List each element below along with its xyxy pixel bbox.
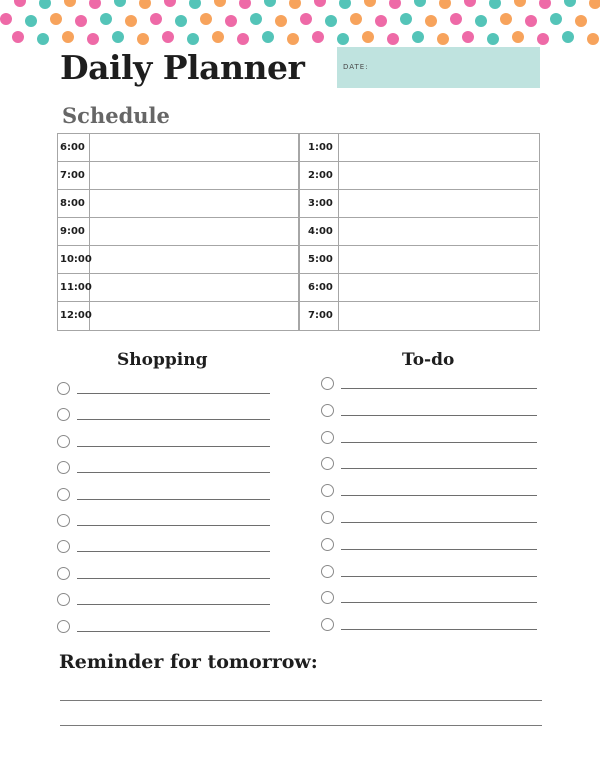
schedule-entry-field[interactable] — [90, 274, 300, 301]
write-in-line[interactable] — [341, 388, 537, 389]
confetti-dot — [387, 33, 399, 45]
checkbox-circle[interactable] — [57, 408, 70, 421]
schedule-morning-column — [58, 134, 300, 330]
confetti-dot — [162, 31, 174, 43]
schedule-row — [300, 246, 538, 274]
confetti-dot — [0, 13, 12, 25]
checkbox-circle[interactable] — [321, 591, 334, 604]
schedule-row — [58, 162, 300, 190]
checkbox-circle[interactable] — [57, 620, 70, 633]
schedule-time-label: 5:00 — [300, 246, 339, 273]
write-in-line[interactable] — [341, 549, 537, 550]
confetti-dot — [525, 15, 537, 27]
confetti-dot — [589, 0, 600, 9]
todo-list — [321, 377, 537, 632]
checkbox-circle[interactable] — [321, 457, 334, 470]
schedule-entry-field[interactable] — [90, 190, 300, 217]
checklist-item — [57, 435, 270, 449]
confetti-dot — [587, 33, 599, 45]
schedule-entry-field[interactable] — [90, 162, 300, 189]
write-in-line[interactable] — [341, 442, 537, 443]
confetti-dot — [64, 0, 76, 7]
shopping-list — [57, 382, 270, 632]
checklist-item — [321, 457, 537, 471]
checklist-item — [321, 618, 537, 632]
checklist-item — [321, 377, 537, 391]
confetti-dot — [12, 31, 24, 43]
schedule-time-label: 2:00 — [300, 162, 339, 189]
schedule-time-label: 6:00 — [58, 134, 90, 161]
checklist-item — [321, 538, 537, 552]
schedule-entry-field[interactable] — [90, 218, 300, 245]
schedule-row — [300, 218, 538, 246]
schedule-entry-field[interactable] — [90, 302, 300, 330]
confetti-dot — [212, 31, 224, 43]
confetti-dot — [14, 0, 26, 7]
confetti-dot — [112, 31, 124, 43]
confetti-dot — [412, 31, 424, 43]
checkbox-circle[interactable] — [321, 538, 334, 551]
schedule-row — [300, 134, 538, 162]
confetti-dot — [312, 31, 324, 43]
schedule-row — [58, 134, 300, 162]
confetti-dot — [389, 0, 401, 9]
reminder-write-line[interactable] — [60, 700, 542, 701]
checklist-item — [321, 591, 537, 605]
confetti-dot — [239, 0, 251, 9]
checklist-item — [57, 488, 270, 502]
schedule-row — [300, 302, 538, 330]
schedule-entry-field[interactable] — [90, 134, 300, 161]
write-in-line[interactable] — [77, 419, 270, 420]
schedule-afternoon-column — [300, 134, 538, 330]
checkbox-circle[interactable] — [321, 511, 334, 524]
schedule-row — [300, 190, 538, 218]
confetti-dot — [414, 0, 426, 7]
checkbox-circle[interactable] — [321, 404, 334, 417]
confetti-dot — [364, 0, 376, 7]
schedule-heading: Schedule — [62, 103, 170, 128]
confetti-dot — [237, 33, 249, 45]
checklist-item — [57, 593, 270, 607]
schedule-row — [58, 302, 300, 330]
confetti-dots-border — [0, 0, 600, 45]
confetti-dot — [450, 13, 462, 25]
confetti-dot — [250, 13, 262, 25]
confetti-dot — [537, 33, 549, 45]
write-in-line[interactable] — [77, 499, 270, 500]
confetti-dot — [189, 0, 201, 9]
schedule-entry-field[interactable] — [339, 134, 538, 161]
schedule-row — [58, 246, 300, 274]
checkbox-circle[interactable] — [321, 484, 334, 497]
confetti-dot — [350, 13, 362, 25]
write-in-line[interactable] — [341, 602, 537, 603]
schedule-time-label: 10:00 — [58, 246, 90, 273]
write-in-line[interactable] — [341, 468, 537, 469]
checkbox-circle[interactable] — [57, 435, 70, 448]
confetti-dot — [137, 33, 149, 45]
checklist-item — [57, 620, 270, 634]
confetti-dot — [114, 0, 126, 7]
write-in-line[interactable] — [77, 551, 270, 552]
confetti-dot — [500, 13, 512, 25]
confetti-dot — [462, 31, 474, 43]
confetti-dot — [425, 15, 437, 27]
confetti-dot — [25, 15, 37, 27]
confetti-dot — [139, 0, 151, 9]
write-in-line[interactable] — [77, 393, 270, 394]
page-title: Daily Planner — [60, 48, 305, 87]
confetti-dot — [375, 15, 387, 27]
confetti-dot — [62, 31, 74, 43]
checkbox-circle[interactable] — [321, 431, 334, 444]
schedule-time-label: 4:00 — [300, 218, 339, 245]
confetti-dot — [439, 0, 451, 9]
confetti-dot — [325, 15, 337, 27]
confetti-dot — [487, 33, 499, 45]
write-in-line[interactable] — [77, 472, 270, 473]
confetti-dot — [562, 31, 574, 43]
confetti-dot — [87, 33, 99, 45]
confetti-dot — [289, 0, 301, 9]
checklist-item — [57, 540, 270, 554]
schedule-entry-field[interactable] — [339, 190, 538, 217]
write-in-line[interactable] — [341, 415, 537, 416]
schedule-table — [57, 133, 540, 331]
confetti-dot — [75, 15, 87, 27]
write-in-line[interactable] — [341, 495, 537, 496]
confetti-dot — [175, 15, 187, 27]
write-in-line[interactable] — [77, 578, 270, 579]
confetti-dot — [300, 13, 312, 25]
date-label: DATE: — [343, 63, 369, 71]
checkbox-circle[interactable] — [57, 382, 70, 395]
write-in-line[interactable] — [77, 631, 270, 632]
schedule-time-label: 7:00 — [58, 162, 90, 189]
confetti-dot — [39, 0, 51, 9]
confetti-dot — [275, 15, 287, 27]
checklist-item — [57, 408, 270, 422]
confetti-dot — [550, 13, 562, 25]
shopping-heading: Shopping — [117, 350, 208, 370]
schedule-time-label: 7:00 — [300, 302, 339, 330]
confetti-dot — [187, 33, 199, 45]
schedule-entry-field[interactable] — [339, 218, 538, 245]
confetti-dot — [337, 33, 349, 45]
confetti-dot — [475, 15, 487, 27]
confetti-dot — [164, 0, 176, 7]
todo-heading: To-do — [402, 350, 455, 370]
confetti-dot — [314, 0, 326, 7]
schedule-row — [300, 274, 538, 302]
write-in-line[interactable] — [341, 522, 537, 523]
write-in-line[interactable] — [77, 604, 270, 605]
checkbox-circle[interactable] — [57, 593, 70, 606]
checklist-item — [57, 382, 270, 396]
confetti-dot — [339, 0, 351, 9]
confetti-dot — [89, 0, 101, 9]
confetti-dot — [287, 33, 299, 45]
confetti-dot — [50, 13, 62, 25]
confetti-dot — [512, 31, 524, 43]
confetti-dot — [464, 0, 476, 7]
schedule-time-label: 3:00 — [300, 190, 339, 217]
confetti-dot — [214, 0, 226, 7]
write-in-line[interactable] — [341, 629, 537, 630]
confetti-dot — [575, 15, 587, 27]
schedule-row — [58, 190, 300, 218]
schedule-time-label: 6:00 — [300, 274, 339, 301]
checklist-item — [321, 484, 537, 498]
confetti-dot — [125, 15, 137, 27]
date-field[interactable] — [337, 47, 540, 88]
confetti-dot — [400, 13, 412, 25]
schedule-time-label: 1:00 — [300, 134, 339, 161]
checkbox-circle[interactable] — [57, 567, 70, 580]
confetti-dot — [489, 0, 501, 9]
reminder-heading: Reminder for tomorrow: — [59, 651, 318, 673]
confetti-dot — [264, 0, 276, 7]
checkbox-circle[interactable] — [321, 377, 334, 390]
schedule-time-label: 11:00 — [58, 274, 90, 301]
checklist-item — [57, 567, 270, 581]
confetti-dot — [514, 0, 526, 7]
confetti-dot — [539, 0, 551, 9]
checklist-item — [321, 511, 537, 525]
write-in-line[interactable] — [77, 525, 270, 526]
schedule-time-label: 12:00 — [58, 302, 90, 330]
schedule-row — [300, 162, 538, 190]
checkbox-circle[interactable] — [321, 565, 334, 578]
schedule-entry-field[interactable] — [90, 246, 300, 273]
confetti-dot — [564, 0, 576, 7]
schedule-row — [58, 274, 300, 302]
write-in-line[interactable] — [341, 576, 537, 577]
schedule-entry-field[interactable] — [339, 246, 538, 273]
schedule-row — [58, 218, 300, 246]
confetti-dot — [262, 31, 274, 43]
write-in-line[interactable] — [77, 446, 270, 447]
confetti-dot — [362, 31, 374, 43]
checklist-item — [321, 431, 537, 445]
confetti-dot — [225, 15, 237, 27]
checkbox-circle[interactable] — [57, 488, 70, 501]
schedule-entry-field[interactable] — [339, 274, 538, 301]
checkbox-circle[interactable] — [57, 540, 70, 553]
schedule-time-label: 9:00 — [58, 218, 90, 245]
confetti-dot — [200, 13, 212, 25]
schedule-entry-field[interactable] — [339, 302, 538, 330]
confetti-dot — [37, 33, 49, 45]
checklist-item — [57, 514, 270, 528]
confetti-dot — [100, 13, 112, 25]
checklist-item — [321, 565, 537, 579]
checklist-item — [321, 404, 537, 418]
checkbox-circle[interactable] — [57, 514, 70, 527]
confetti-dot — [150, 13, 162, 25]
checkbox-circle[interactable] — [57, 461, 70, 474]
checklist-item — [57, 461, 270, 475]
reminder-write-line[interactable] — [60, 725, 542, 726]
checkbox-circle[interactable] — [321, 618, 334, 631]
schedule-entry-field[interactable] — [339, 162, 538, 189]
confetti-dot — [437, 33, 449, 45]
schedule-time-label: 8:00 — [58, 190, 90, 217]
